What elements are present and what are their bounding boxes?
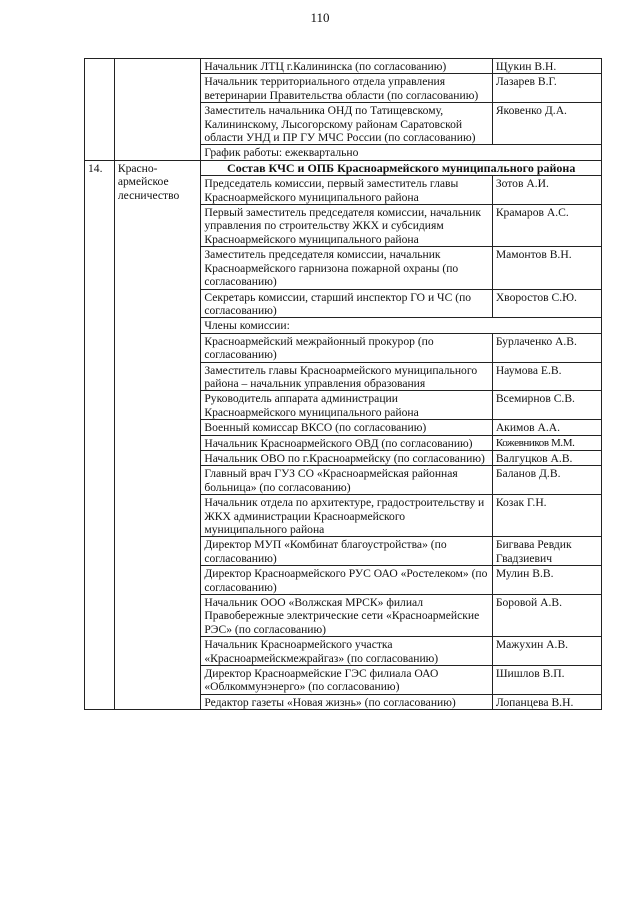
name-cell: Щукин В.Н. xyxy=(492,59,601,74)
name-cell: Хворостов С.Ю. xyxy=(492,289,601,318)
number-cell: 14. xyxy=(85,160,115,709)
position-cell: Редактор газеты «Новая жизнь» (по согласованию) xyxy=(201,694,492,709)
name-cell: Наумова Е.В. xyxy=(492,362,601,391)
name-cell: Кожевников М.М. xyxy=(492,435,601,450)
schedule-cell: График работы: ежеквартально xyxy=(201,145,602,160)
position-cell: Начальник ЛТЦ г.Калининска (по согласованию) xyxy=(201,59,492,74)
position-cell: Заместитель начальника ОНД по Татищевскому, Калининскому, Лысогорскому районам Саратовской области УНД и ПР ГУ МЧС России (по согласованию) xyxy=(201,103,492,145)
position-cell: Заместитель председателя комиссии, начальник Красноармейского гарнизона пожарной охраны (по согласованию) xyxy=(201,247,492,289)
members-label: Члены комиссии: xyxy=(201,318,602,333)
section-header: Состав КЧС и ОПБ Красноармейского муниципального района xyxy=(201,160,602,175)
name-cell: Валгуцков А.В. xyxy=(492,450,601,465)
commission-table xyxy=(84,58,602,710)
position-cell: Начальник территориального отдела управления ветеринарии Правительства области (по согласованию) xyxy=(201,74,492,103)
table-row xyxy=(85,59,602,74)
name-cell: Лазарев В.Г. xyxy=(492,74,601,103)
position-cell: Директор Красноармейского РУС ОАО «Ростелеком» (по согласованию) xyxy=(201,566,492,595)
name-cell: Мажухин А.В. xyxy=(492,637,601,666)
name-cell: Бурлаченко А.В. xyxy=(492,333,601,362)
name-cell: Зотов А.И. xyxy=(492,176,601,205)
name-cell: Козак Г.Н. xyxy=(492,495,601,537)
position-cell: Директор Красноармейские ГЭС филиала ОАО «Облкоммунэнерго» (по согласованию) xyxy=(201,666,492,695)
position-cell: Начальник ОВО по г.Красноармейску (по согласованию) xyxy=(201,450,492,465)
position-cell: Начальник Красноармейского ОВД (по согласованию) xyxy=(201,435,492,450)
name-cell: Лопанцева В.Н. xyxy=(492,694,601,709)
name-cell: Яковенко Д.А. xyxy=(492,103,601,145)
name-cell: Бигвава Ревдик Гвадзиевич xyxy=(492,537,601,566)
position-cell: Заместитель главы Красноармейского муниципального района – начальник управления образования xyxy=(201,362,492,391)
position-cell: Секретарь комиссии, старший инспектор ГО и ЧС (по согласованию) xyxy=(201,289,492,318)
number-cell xyxy=(85,59,115,161)
position-cell: Руководитель аппарата администрации Красноармейского муниципального района xyxy=(201,391,492,420)
position-cell: Первый заместитель председателя комиссии, начальник управления по строительству ЖКХ и субсидиям Красноармейского муниципального района xyxy=(201,205,492,247)
position-cell: Военный комиссар ВКСО (по согласованию) xyxy=(201,420,492,435)
name-cell: Всемирнов С.В. xyxy=(492,391,601,420)
position-cell: Красноармейский межрайонный прокурор (по согласованию) xyxy=(201,333,492,362)
org-cell xyxy=(114,59,201,161)
position-cell: Начальник ООО «Волжская МРСК» филиал Правобережные электрические сети «Красноармейские РЭС» (по согласованию) xyxy=(201,595,492,637)
position-cell: Директор МУП «Комбинат благоустройства» (по согласованию) xyxy=(201,537,492,566)
org-cell: Красно-армейское лесничество xyxy=(114,160,201,709)
name-cell: Шишлов В.П. xyxy=(492,666,601,695)
name-cell: Акимов А.А. xyxy=(492,420,601,435)
name-cell: Баланов Д.В. xyxy=(492,466,601,495)
name-cell: Крамаров А.С. xyxy=(492,205,601,247)
position-cell: Начальник Красноармейского участка «Красноармейскмежрайгаз» (по согласованию) xyxy=(201,637,492,666)
name-cell: Боровой А.В. xyxy=(492,595,601,637)
page-number: 110 xyxy=(310,10,330,25)
table-row xyxy=(85,160,602,175)
position-cell: Начальник отдела по архитектуре, градостроительству и ЖКХ администрации Красноармейского муниципального района xyxy=(201,495,492,537)
position-cell: Главный врач ГУЗ СО «Красноармейская районная больница» (по согласованию) xyxy=(201,466,492,495)
position-cell: Председатель комиссии, первый заместитель главы Красноармейского муниципального района xyxy=(201,176,492,205)
name-cell: Мамонтов В.Н. xyxy=(492,247,601,289)
name-cell: Мулин В.В. xyxy=(492,566,601,595)
